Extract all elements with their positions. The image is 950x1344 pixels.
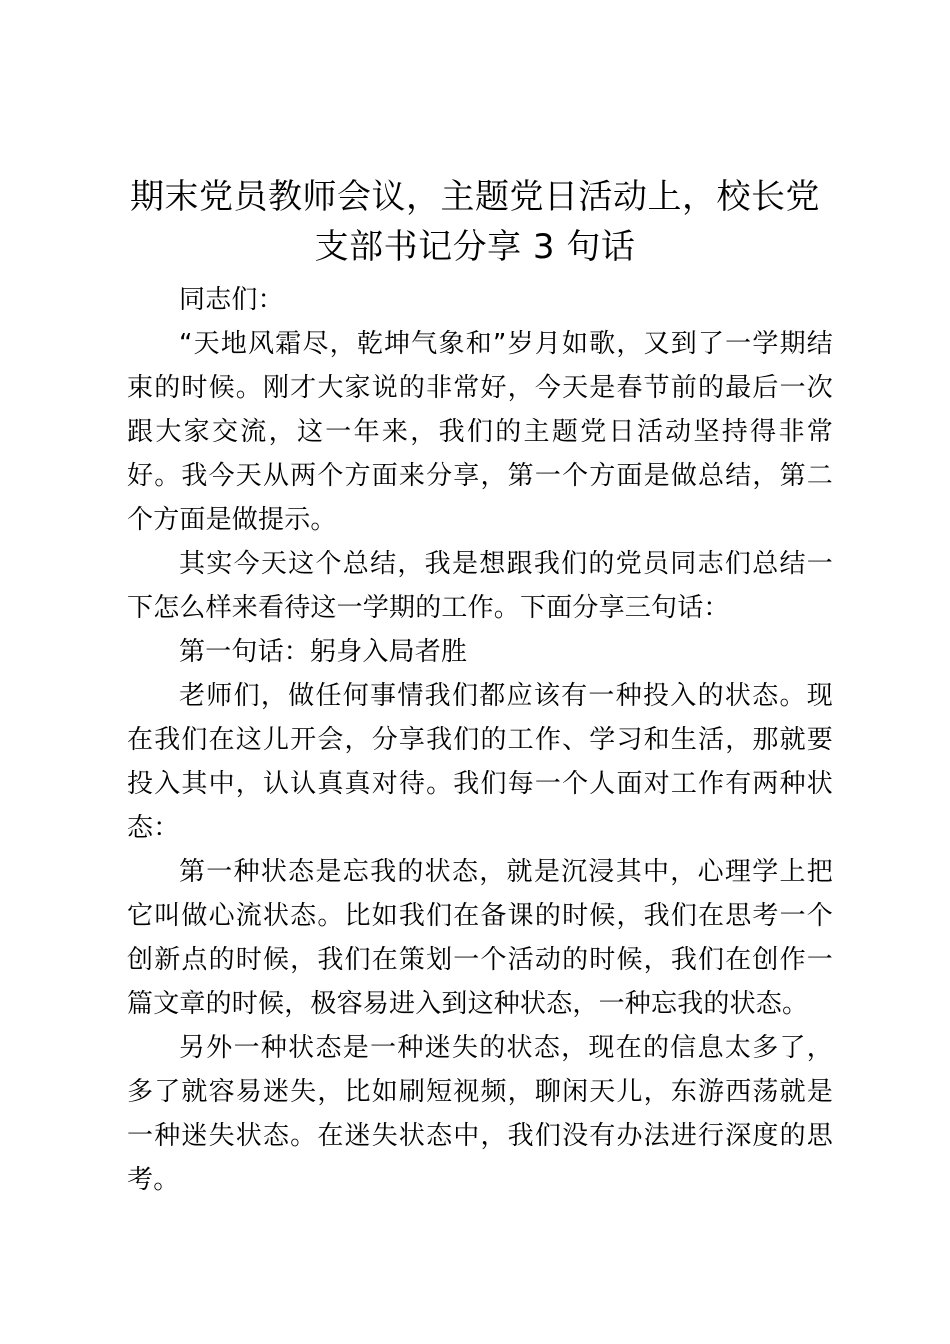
first-point-heading: 第一句话：躬身入局者胜 <box>179 637 468 667</box>
title-line-1: 期末党员教师会议，主题党日活动上，校长党 <box>130 177 820 217</box>
document-body <box>127 278 833 1202</box>
body-paragraph: 另外一种状态是一种迷失的状态，现在的信息太多了，多了就容易迷失，比如刷短视频，聊闲天儿，东游西荡就是一种迷失状态。在迷失状态中，我们没有办法进行深度的思考。 <box>127 1033 833 1195</box>
salutation-paragraph: 同志们： <box>179 285 284 315</box>
title-line-2: 支部书记分享 3 句话 <box>314 227 636 267</box>
body-paragraph: 第一种状态是忘我的状态，就是沉浸其中，心理学上把它叫做心流状态。比如我们在备课的时候，我们在思考一个创新点的时候，我们在策划一个活动的时候，我们在创作一篇文章的时候，极容易进入到这种状态，一种忘我的状态。 <box>127 857 833 1019</box>
document-title <box>118 172 832 272</box>
opening-paragraph: “天地风霜尽，乾坤气象和”岁月如歌，又到了一学期结束的时候。刚才大家说的非常好，今天是春节前的最后一次跟大家交流，这一年来，我们的主题党日活动坚持得非常好。我今天从两个方面来分享，第一个方面是做总结，第二个方面是做提示。 <box>127 329 833 535</box>
body-paragraph: 老师们，做任何事情我们都应该有一种投入的状态。现在我们在这儿开会，分享我们的工作、学习和生活，那就要投入其中，认认真真对待。我们每一个人面对工作有两种状态： <box>127 681 833 843</box>
summary-intro-paragraph: 其实今天这个总结，我是想跟我们的党员同志们总结一下怎么样来看待这一学期的工作。下面分享三句话： <box>127 549 833 623</box>
